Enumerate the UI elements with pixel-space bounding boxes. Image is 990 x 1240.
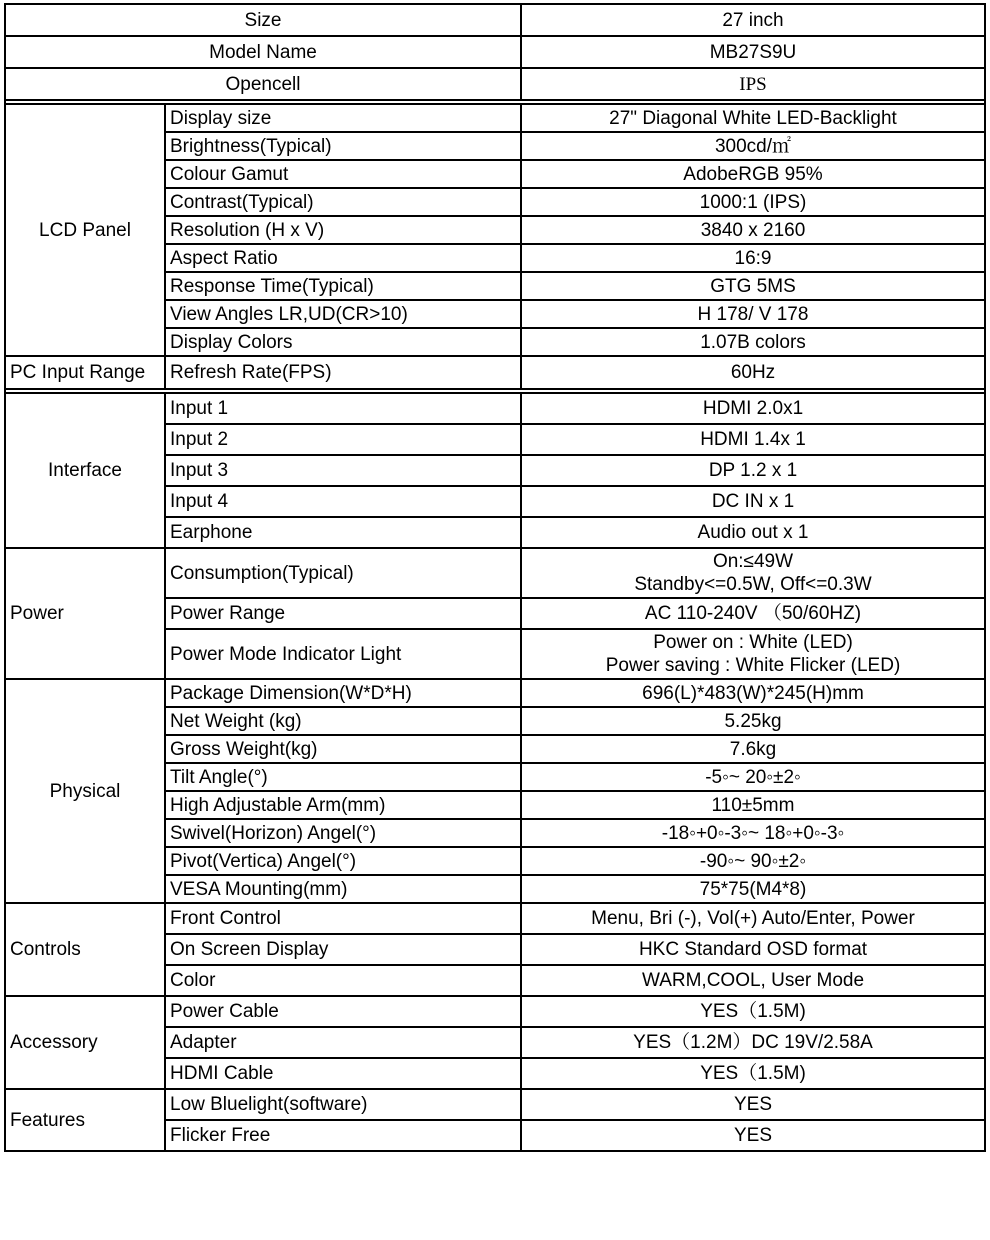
spec-item: Power Mode Indicator Light bbox=[165, 629, 521, 679]
spec-value: YES bbox=[521, 1089, 985, 1120]
spec-value: 27" Diagonal White LED-Backlight bbox=[521, 104, 985, 132]
spec-sheet bbox=[4, 3, 984, 1215]
spec-value-size: 27 inch bbox=[521, 4, 985, 36]
spec-value: 3840 x 2160 bbox=[521, 216, 985, 244]
spec-value: Audio out x 1 bbox=[521, 517, 985, 548]
spec-value-line: Power on : White (LED) bbox=[653, 632, 853, 653]
spec-value-line: Power saving : White Flicker (LED) bbox=[605, 655, 901, 676]
spec-value: AC 110-240V （50/60HZ) bbox=[521, 598, 985, 629]
table-row bbox=[5, 548, 985, 598]
table-row bbox=[5, 104, 985, 132]
table-row bbox=[5, 68, 985, 100]
spec-item: HDMI Cable bbox=[165, 1058, 521, 1089]
spec-item: Refresh Rate(FPS) bbox=[165, 356, 521, 389]
spec-item: Gross Weight(kg) bbox=[165, 735, 521, 763]
table-row bbox=[5, 393, 985, 424]
spec-value: 75*75(M4*8) bbox=[521, 875, 985, 903]
spec-label-opencell: Opencell bbox=[5, 68, 521, 100]
spec-value: 696(L)*483(W)*245(H)mm bbox=[521, 679, 985, 707]
spec-value: WARM,COOL, User Mode bbox=[521, 965, 985, 996]
spec-value: H 178/ V 178 bbox=[521, 300, 985, 328]
spec-item: Brightness(Typical) bbox=[165, 132, 521, 160]
spec-value: 1000:1 (IPS) bbox=[521, 188, 985, 216]
spec-table bbox=[4, 3, 986, 1152]
spec-value: YES bbox=[521, 1120, 985, 1151]
spec-value-opencell: IPS bbox=[521, 68, 985, 100]
spec-value bbox=[521, 629, 985, 679]
category-controls: Controls bbox=[5, 903, 165, 996]
table-row bbox=[5, 356, 985, 389]
category-features: Features bbox=[5, 1089, 165, 1151]
spec-value: -90◦~ 90◦±2◦ bbox=[521, 847, 985, 875]
spec-value: -5◦~ 20◦±2◦ bbox=[521, 763, 985, 791]
table-row bbox=[5, 679, 985, 707]
spec-item: Pivot(Vertica) Angel(°) bbox=[165, 847, 521, 875]
spec-value: 7.6kg bbox=[521, 735, 985, 763]
table-row bbox=[5, 4, 985, 36]
category-accessory: Accessory bbox=[5, 996, 165, 1089]
spec-value: 5.25kg bbox=[521, 707, 985, 735]
spec-item: Resolution (H x V) bbox=[165, 216, 521, 244]
table-row bbox=[5, 36, 985, 68]
spec-label-model-name: Model Name bbox=[5, 36, 521, 68]
category-lcd-panel: LCD Panel bbox=[5, 104, 165, 356]
spec-value: 60Hz bbox=[521, 356, 985, 389]
spec-item: Input 2 bbox=[165, 424, 521, 455]
spec-value: AdobeRGB 95% bbox=[521, 160, 985, 188]
spec-item: Earphone bbox=[165, 517, 521, 548]
table-row bbox=[5, 996, 985, 1027]
table-row bbox=[5, 903, 985, 934]
spec-item: Color bbox=[165, 965, 521, 996]
spec-item: Colour Gamut bbox=[165, 160, 521, 188]
spec-value-line: On:≤49W bbox=[712, 551, 794, 572]
spec-value: DC IN x 1 bbox=[521, 486, 985, 517]
spec-item: On Screen Display bbox=[165, 934, 521, 965]
table-row bbox=[5, 1089, 985, 1120]
spec-item: Power Cable bbox=[165, 996, 521, 1027]
spec-value: YES（1.5M) bbox=[521, 996, 985, 1027]
spec-item: Input 4 bbox=[165, 486, 521, 517]
spec-item: Power Range bbox=[165, 598, 521, 629]
category-interface: Interface bbox=[5, 393, 165, 548]
spec-item: Display Colors bbox=[165, 328, 521, 356]
spec-item: Swivel(Horizon) Angel(°) bbox=[165, 819, 521, 847]
spec-item: Consumption(Typical) bbox=[165, 548, 521, 598]
spec-item: Adapter bbox=[165, 1027, 521, 1058]
spec-value-line: Standby<=0.5W, Off<=0.3W bbox=[634, 574, 872, 595]
spec-label-size: Size bbox=[5, 4, 521, 36]
category-power: Power bbox=[5, 548, 165, 679]
spec-item: Tilt Angle(°) bbox=[165, 763, 521, 791]
spec-item: Display size bbox=[165, 104, 521, 132]
spec-item: Flicker Free bbox=[165, 1120, 521, 1151]
spec-value: 1.07B colors bbox=[521, 328, 985, 356]
spec-item: Package Dimension(W*D*H) bbox=[165, 679, 521, 707]
spec-value: 16:9 bbox=[521, 244, 985, 272]
spec-value-model-name: MB27S9U bbox=[521, 36, 985, 68]
spec-item: Response Time(Typical) bbox=[165, 272, 521, 300]
category-physical: Physical bbox=[5, 679, 165, 903]
spec-value: DP 1.2 x 1 bbox=[521, 455, 985, 486]
spec-value: 110±5mm bbox=[521, 791, 985, 819]
spec-value: Menu, Bri (-), Vol(+) Auto/Enter, Power bbox=[521, 903, 985, 934]
spec-value: YES（1.2M）DC 19V/2.58A bbox=[521, 1027, 985, 1058]
spec-value: -18◦+0◦-3◦~ 18◦+0◦-3◦ bbox=[521, 819, 985, 847]
spec-item: Contrast(Typical) bbox=[165, 188, 521, 216]
spec-value: HKC Standard OSD format bbox=[521, 934, 985, 965]
spec-value: HDMI 2.0x1 bbox=[521, 393, 985, 424]
spec-value: 300cd/㎡ bbox=[521, 132, 985, 160]
spec-item: Low Bluelight(software) bbox=[165, 1089, 521, 1120]
spec-item: Input 1 bbox=[165, 393, 521, 424]
spec-value bbox=[521, 548, 985, 598]
spec-item: View Angles LR,UD(CR>10) bbox=[165, 300, 521, 328]
spec-item: VESA Mounting(mm) bbox=[165, 875, 521, 903]
spec-item: Input 3 bbox=[165, 455, 521, 486]
spec-value: HDMI 1.4x 1 bbox=[521, 424, 985, 455]
spec-value: GTG 5MS bbox=[521, 272, 985, 300]
spec-item: Front Control bbox=[165, 903, 521, 934]
spec-value: YES（1.5M) bbox=[521, 1058, 985, 1089]
spec-item: Aspect Ratio bbox=[165, 244, 521, 272]
category-pc-input-range: PC Input Range bbox=[5, 356, 165, 389]
spec-item: Net Weight (kg) bbox=[165, 707, 521, 735]
spec-item: High Adjustable Arm(mm) bbox=[165, 791, 521, 819]
